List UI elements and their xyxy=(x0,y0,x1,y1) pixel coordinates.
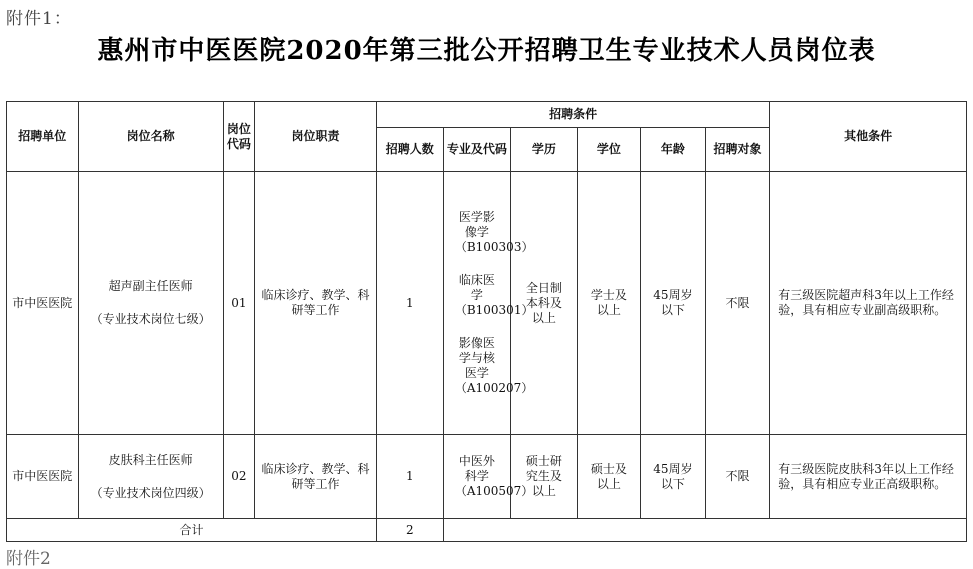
cell-degree: 硕士及以上 xyxy=(577,435,641,519)
header-count: 招聘人数 xyxy=(377,128,444,172)
cell-major xyxy=(443,435,534,519)
cell-duties: 临床诊疗、教学、科研等工作 xyxy=(255,172,377,435)
total-label: 合计 xyxy=(7,519,377,542)
cell-other: 有三级医院超声科3年以上工作经验，具有相应专业副高级职称。 xyxy=(770,172,967,435)
major-name: 医学影像学 xyxy=(458,210,495,239)
total-row xyxy=(7,519,967,542)
header-degree: 学位 xyxy=(577,128,641,172)
major-code: （B100303） xyxy=(454,240,534,254)
header-duties: 岗位职责 xyxy=(255,102,377,172)
cell-other: 有三级医院皮肤科3年以上工作经验，具有相应专业正高级职称。 xyxy=(770,435,967,519)
major-code: （A100207） xyxy=(454,381,534,395)
major-name: 影像医学与核医学 xyxy=(458,336,495,380)
next-attachment-label: 附件2 xyxy=(6,549,51,569)
position-level: （专业技术岗位七级） xyxy=(90,312,211,326)
header-target: 招聘对象 xyxy=(705,128,770,172)
cell-age: 45周岁以下 xyxy=(641,172,706,435)
major-name: 中医外科学 xyxy=(458,454,495,483)
position-title: 皮肤科主任医师 xyxy=(108,452,193,467)
cell-code: 02 xyxy=(223,435,254,519)
header-other: 其他条件 xyxy=(770,102,967,172)
table-row xyxy=(7,172,967,435)
cell-target: 不限 xyxy=(705,172,770,435)
header-age: 年龄 xyxy=(641,128,706,172)
cell-duties: 临床诊疗、教学、科研等工作 xyxy=(255,435,377,519)
position-title: 超声副主任医师 xyxy=(108,279,193,293)
header-position-name: 岗位名称 xyxy=(78,102,223,172)
table-row xyxy=(7,435,967,519)
cell-education: 硕士研究生及以上 xyxy=(511,435,578,519)
attachment-label: 附件1： xyxy=(6,9,72,29)
header-conditions: 招聘条件 xyxy=(377,102,770,128)
cell-position-name xyxy=(78,172,223,435)
header-unit: 招聘单位 xyxy=(7,102,79,172)
cell-age: 45周岁以下 xyxy=(641,435,706,519)
positions-table xyxy=(6,101,967,542)
position-level: （专业技术岗位四级） xyxy=(90,485,211,500)
cell-code: 01 xyxy=(223,172,254,435)
major-code: （B100301） xyxy=(454,303,534,317)
cell-count: 1 xyxy=(377,172,444,435)
header-major: 专业及代码 xyxy=(443,128,511,172)
cell-major xyxy=(443,172,534,435)
header-position-code: 岗位代码 xyxy=(223,102,254,172)
page-title: 惠州市中医医院2020年第三批公开招聘卫生专业技术人员岗位表 xyxy=(97,36,876,66)
cell-target: 不限 xyxy=(705,435,770,519)
header-education: 学历 xyxy=(511,128,578,172)
cell-degree: 学士及以上 xyxy=(577,172,641,435)
header-row xyxy=(7,102,967,128)
total-empty xyxy=(443,519,966,542)
cell-unit: 市中医医院 xyxy=(7,435,79,519)
cell-position-name xyxy=(78,435,223,519)
cell-count: 1 xyxy=(377,435,444,519)
cell-unit: 市中医医院 xyxy=(7,172,79,435)
major-code: （A100507） xyxy=(454,484,534,498)
major-name: 临床医学 xyxy=(458,273,495,302)
total-count: 2 xyxy=(377,519,444,542)
cell-education: 全日制本科及以上 xyxy=(511,172,578,435)
